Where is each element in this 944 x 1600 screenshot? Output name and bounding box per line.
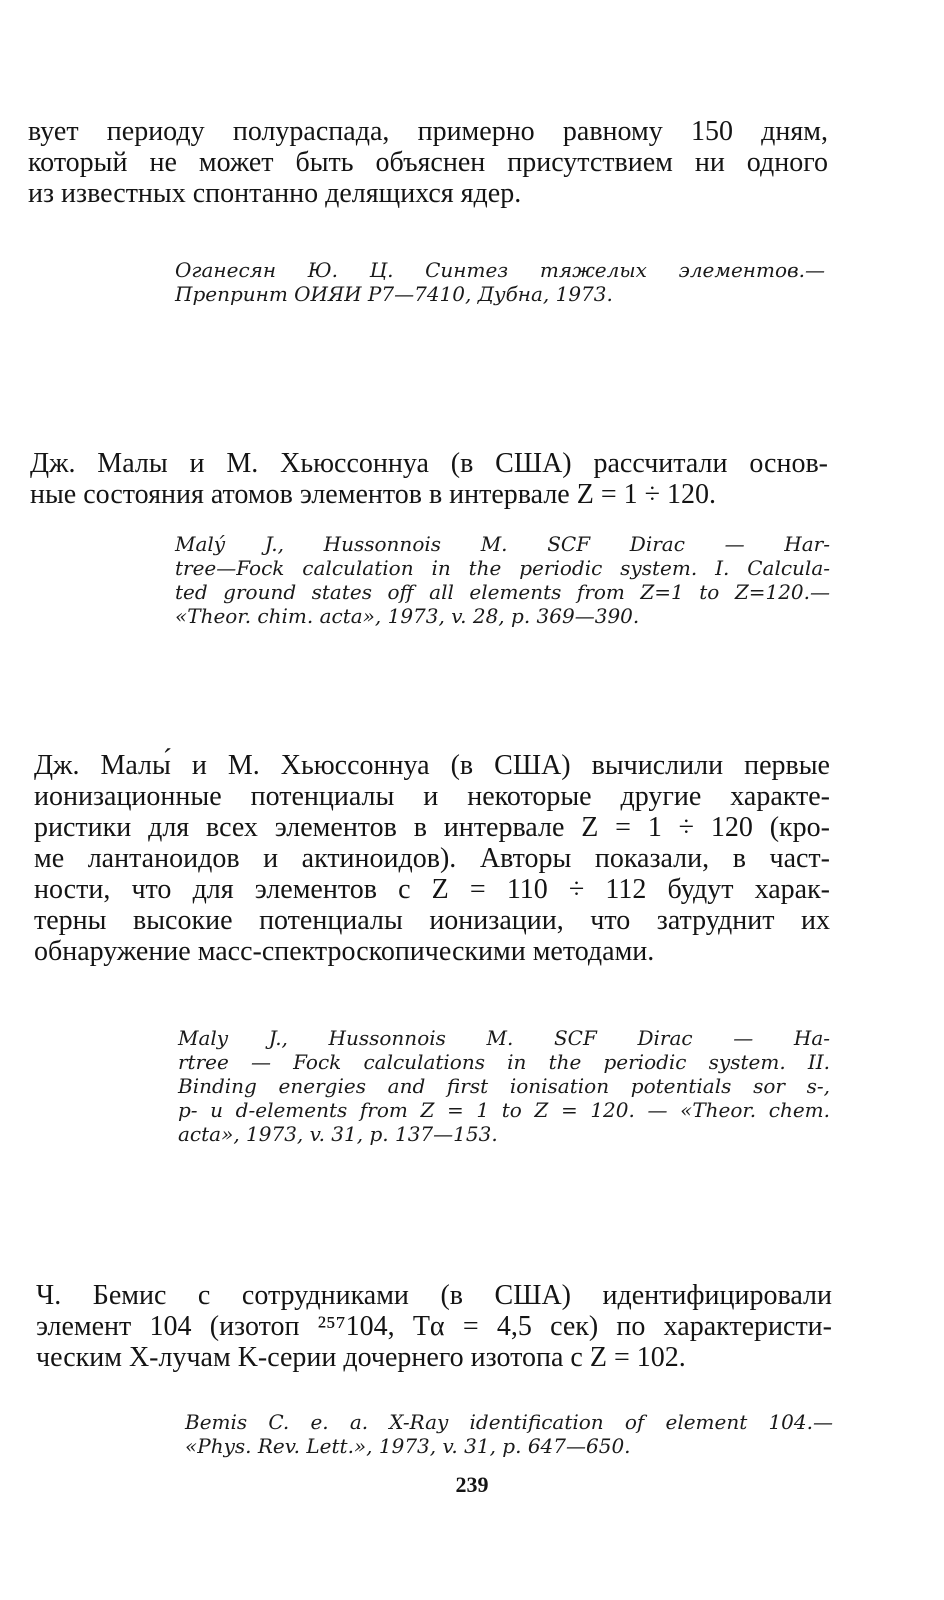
- paragraph-line: который не может быть объяснен присутствием ни одного: [28, 147, 828, 178]
- paragraph-4: [36, 1280, 832, 1373]
- paragraph-line: Дж. Малы и М. Хьюссоннуа (в США) рассчитали основ-: [30, 448, 828, 479]
- reference-1: [175, 258, 825, 306]
- reference-line: Maly J., Hussonnois M. SCF Dirac — Ha-: [178, 1026, 830, 1050]
- reference-line: Препринт ОИЯИ Р7—7410, Дубна, 1973.: [175, 282, 613, 306]
- reference-line: Bemis C. e. a. X-Ray identification of element 104.—: [185, 1410, 833, 1434]
- reference-3: [178, 1026, 830, 1146]
- paragraph-line: обнаружение масс-спектроскопическими методами.: [34, 936, 655, 967]
- reference-line: p- и d-elements from Z = 1 to Z = 120. — «Theor. chem.: [178, 1098, 830, 1122]
- paragraph-line: терны высокие потенциалы ионизации, что затруднит их: [34, 905, 830, 936]
- reference-4: [185, 1410, 833, 1458]
- reference-line: Malý J., Hussonnois M. SCF Dirac — Har-: [175, 532, 830, 556]
- paragraph-line: ионизационные потенциалы и некоторые другие характе-: [34, 781, 830, 812]
- paragraph-line: вует периоду полураспада, примерно равному 150 дням,: [28, 116, 828, 147]
- reference-line: Binding energies and first ionisation potentials sor s-,: [178, 1074, 830, 1098]
- paragraph-line: ме лантаноидов и актиноидов). Авторы показали, в част-: [34, 843, 830, 874]
- paragraph-2: [30, 448, 828, 510]
- reference-line: Оганесян Ю. Ц. Синтез тяжелых элементов.—: [175, 258, 825, 282]
- paragraph-line: ные состояния атомов элементов в интервале Z = 1 ÷ 120.: [30, 479, 716, 510]
- reference-line: acta», 1973, v. 31, p. 137—153.: [178, 1122, 498, 1146]
- reference-line: «Phys. Rev. Lett.», 1973, v. 31, p. 647—650.: [185, 1434, 631, 1458]
- paragraph-3: [34, 750, 830, 967]
- page-number: 239: [455, 1472, 489, 1497]
- paragraph-1: [28, 116, 828, 209]
- paragraph-line: элемент 104 (изотоп ²⁵⁷104, Tα = 4,5 сек) по характеристи-: [36, 1311, 832, 1342]
- paragraph-line: ристики для всех элементов в интервале Z = 1 ÷ 120 (кро-: [34, 812, 830, 843]
- paragraph-line: Ч. Бемис с сотрудниками (в США) идентифицировали: [36, 1280, 832, 1311]
- reference-2: [175, 532, 830, 628]
- reference-line: ted ground states off all elements from Z=1 to Z=120.—: [175, 580, 830, 604]
- paragraph-line: Дж. Малы́ и М. Хьюссоннуа (в США) вычислили первые: [34, 750, 830, 781]
- reference-line: «Theor. chim. acta», 1973, v. 28, p. 369—390.: [175, 604, 640, 628]
- reference-line: tree—Fock calculation in the periodic system. I. Calcula-: [175, 556, 830, 580]
- paragraph-line: ности, что для элементов с Z = 110 ÷ 112 будут харак-: [34, 874, 830, 905]
- paragraph-line: из известных спонтанно делящихся ядер.: [28, 178, 522, 209]
- paragraph-line: ческим X-лучам K-серии дочернего изотопа с Z = 102.: [36, 1342, 686, 1373]
- reference-line: rtree — Fock calculations in the periodic system. II.: [178, 1050, 830, 1074]
